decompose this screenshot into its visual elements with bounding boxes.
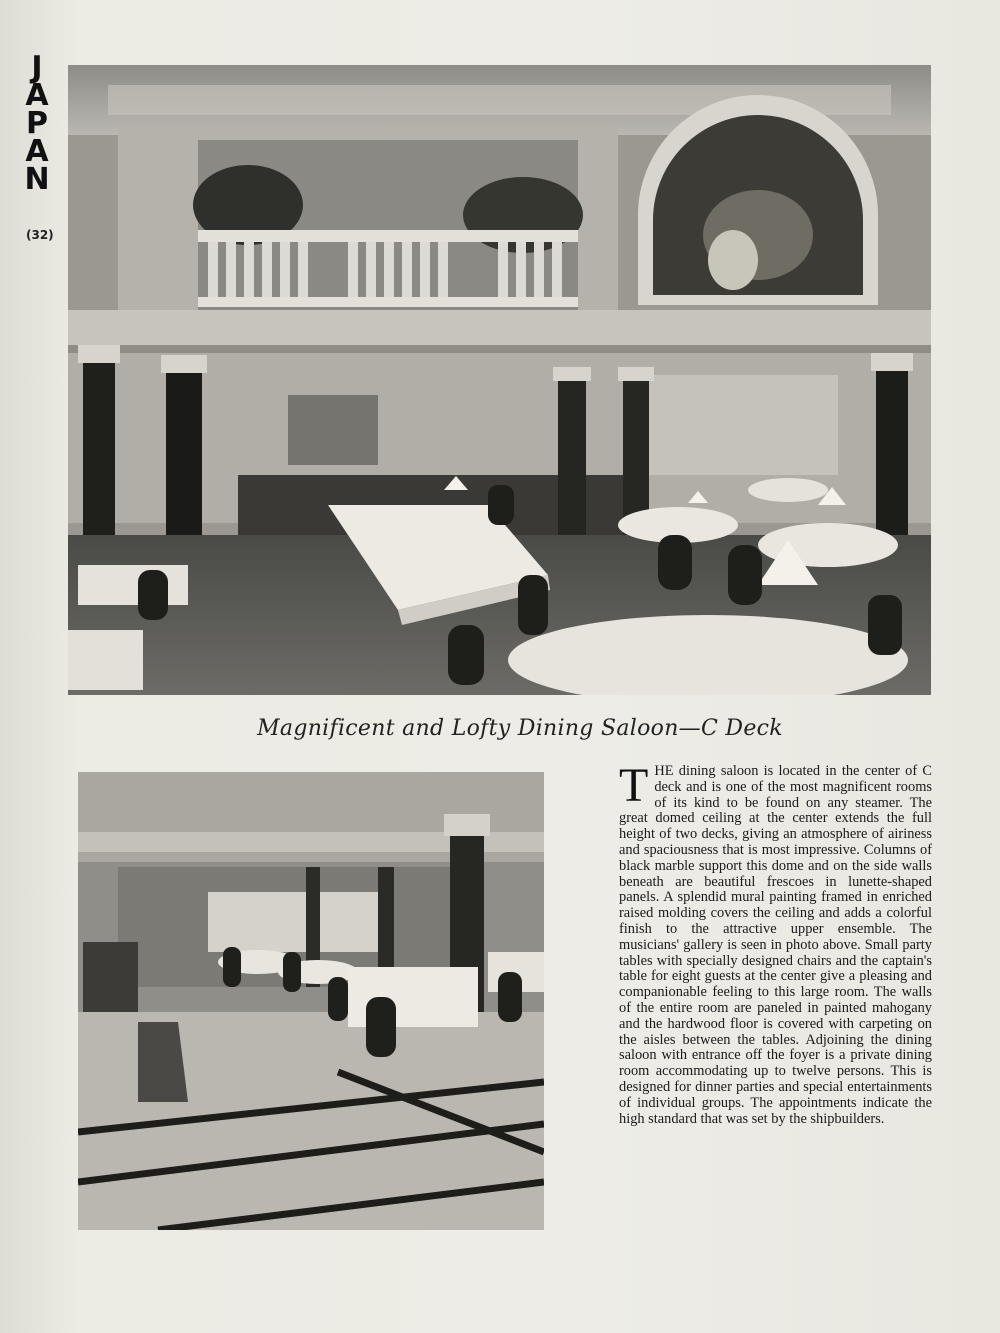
dining-saloon-photo-bottom: [78, 772, 544, 1230]
dining-saloon-long-view-illustration: [78, 772, 544, 1230]
photo-caption: Magnificent and Lofty Dining Saloon—C Deck: [257, 716, 783, 741]
drop-cap: T: [619, 759, 649, 812]
section-title-vertical: [22, 50, 52, 197]
article-paragraph: HE dining saloon is located in the center of C deck and is one of the most magnificent rooms of its kind to be found on any steamer. The great domed ceiling at the center extends the full height of two decks, giving an atmosphere of airiness and spaciousness that is most impressive. Columns of black marble support this dome and on the side walls beneath are beautiful frescoes in lunette-shaped panels. A splendid mural painting framed in enriched raised molding covers the ceiling and adds a colorful finish to the attractive upper ensemble. The musicians' gallery is seen in photo above. Small party tables with specially designed chairs and the captain's table for eight guests at the center give a pleasing and companionable feeling to this large room. The walls of the entire room are paneled in painted mahogany and the hardwood floor is covered with carpeting on the aisles between the tables. Adjoining the dining saloon with entrance off the foyer is a private dining room accommodating up to twelve persons. This is designed for dinner parties and special entertainments of individual groups. The appointments indicate the high standard that was set by the shipbuilders.: [619, 763, 932, 1127]
dining-saloon-illustration: [68, 65, 931, 695]
title-letter: A: [25, 134, 49, 169]
page-number: (32): [26, 228, 54, 242]
dining-saloon-photo-top: [68, 65, 931, 695]
title-letter: N: [24, 162, 50, 197]
title-letter: A: [25, 78, 49, 113]
title-letter: P: [26, 106, 48, 141]
title-letter: J: [31, 50, 43, 85]
article-body: [619, 759, 932, 1127]
